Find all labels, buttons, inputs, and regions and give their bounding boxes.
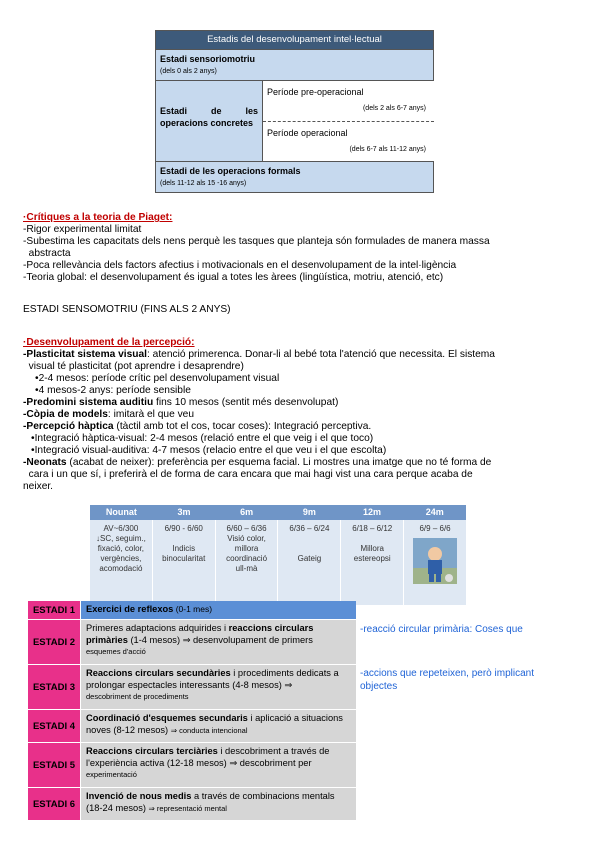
note-text: objectes [360,681,398,692]
section-title: ESTADI SENSOMOTRIU (FINS ALS 2 ANYS) [23,304,231,315]
estadi-row: ESTADI 3 Reaccions circulars secundàries i procediments dedicats a prolongar espectacles interessants (4-8 mesos) ⇒ descobriment de procediments [28,665,356,710]
bullet: •4 mesos-2 anys: període sensible [35,385,191,396]
neonats-label: -Neonats [23,457,67,468]
estadi-row: ESTADI 1 Exercici de reflexos (0-1 mes) [28,601,356,620]
month-header: Nounat [105,507,137,517]
month-cell: AV~6/300 ↓SC, seguim., fixació, color, vergències, acomodació [90,520,153,605]
plasticitat-label: -Plasticitat sistema visual [23,349,148,360]
month-header: 9m [302,507,316,517]
bullet: •Integració hàptica-visual: 2-4 mesos (relació entre el que veig i el que toco) [31,433,374,444]
operacional-age: (dels 6-7 als 11-12 anys) [349,146,426,153]
stadis-table [155,30,434,193]
row-concretes [156,80,433,161]
estadi-tag: ESTADI 4 [28,710,80,742]
row-sensoriomotriu [156,49,433,80]
month-header: 12m [363,507,382,517]
sensoriomotriu-age: (dels 0 als 2 anys) [160,68,217,75]
months-body [90,520,466,605]
bullet: •Integració visual-auditiva: 4-7 mesos (relacio entre el que veu i el que escolta) [31,445,387,456]
month-cell: 6/60 – 6/36 Visió color, millora coordinació ull-mà [216,520,279,605]
haptica-text: (tàctil amb tot el cos, tocar coses): Integració perceptiva. [113,421,372,432]
estadi-row: ESTADI 5 Reaccions circulars terciàries i descobriment a través de l'experiència activa (12-18 mesos) ⇒ descobriment per experimentació [28,743,356,788]
neonats-text: (acabat de neixer): preferència per esquema facial. Li mostres una imatge que no té forma de [66,457,492,468]
estadi-row: ESTADI 6 Invenció de nous medis a través de combinacions mentals (18-24 mesos) ⇒ representació mental [28,788,356,821]
periods-box [262,81,434,161]
critique-item: -Teoria global: el desenvolupament és igual a totes les àrees (lingüística, motriu, atenció, etc) [23,272,444,283]
estadi-tag: ESTADI 5 [28,743,80,787]
sensoriomotriu-label: Estadi sensoriomotriu [160,54,256,64]
note-text: -reacció circular primària: Coses que [360,624,523,635]
month-cell: 6/90 - 6/60 Indicis binocularitat [153,520,216,605]
month-header: 6m [240,507,254,517]
neonats-text-3: neixer. [23,481,54,492]
note-text: -accions que repeteixen, però implicant [360,668,534,679]
preoperacional-label: Període pre-operacional [267,87,364,97]
percepcio-heading: ·Desenvolupament de la percepció: [23,337,195,348]
bullet: •2-4 mesos: període crític pel desenvolupament visual [35,373,280,384]
critique-item: -Poca rellevància dels factors afectius i motivacionals en el desenvolupament de la intel·ligència [23,260,457,271]
month-cell: 6/36 – 6/24 Gateig [278,520,341,605]
estadis-table [28,601,356,821]
critique-item: -Subestima les capacitats dels nens perquè les tasques que planteja són formulades de manera massa [23,236,490,247]
critiques-heading: ·Crítiques a la teoria de Piaget: [23,212,173,223]
auditiu-text: fins 10 mesos (sentit més desenvolupat) [153,397,339,408]
operacional-label: Període operacional [267,128,348,138]
plasticitat-text: : atenció primerenca. Donar-li al bebé tota l'atenció que necessita. El sistema [147,349,495,360]
estadi-row: ESTADI 2 Primeres adaptacions adquirides i reaccions circulars primàries (1-4 mesos) ⇒ desenvolupament de primers esquemes d'acció [28,620,356,665]
estadi-tag: ESTADI 1 [28,601,80,619]
month-header: 3m [177,507,191,517]
formals-label: Estadi de les operacions formals [160,166,301,176]
neonats-text-2: cara i un que sí, i preferirà el de forma de cara encara que mai hagi vist una cara perque acaba de [23,469,473,480]
concretes-label: Estadi de les operacions concretes [160,106,258,128]
copia-label: -Còpia de models [23,409,108,420]
estadi-tag: ESTADI 3 [28,665,80,709]
copia-text: : imitarà el que veu [107,409,194,420]
critique-item: -Rigor experimental limitat [23,224,142,235]
month-cell: 6/9 – 6/6 [404,520,466,605]
months-header [90,505,466,520]
month-header: 24m [425,507,444,517]
auditiu-label: -Predomini sistema auditiu [23,397,154,408]
months-table [90,505,466,605]
preoperacional-age: (dels 2 als 6-7 anys) [362,105,426,112]
estadi-row: ESTADI 4 Coordinació d'esquemes secundaris i aplicació a situacions noves (8-12 mesos) ⇒ conducta intencional [28,710,356,743]
stadis-title: Estadis del desenvolupament intel·lectual [156,31,433,49]
haptica-label: -Percepció hàptica [23,421,114,432]
critique-item: abstracta [23,248,71,259]
baby-photo [413,538,457,584]
estadi-tag: ESTADI 6 [28,788,80,820]
formals-age: (dels 11-12 als 15 -16 anys) [160,180,247,187]
plasticitat-text-2: visual té plasticitat (pot aprendre i desaprendre) [23,361,244,372]
row-formals [156,161,433,192]
estadi-tag: ESTADI 2 [28,620,80,664]
month-cell: 6/18 – 6/12 Millora estereopsi [341,520,404,605]
